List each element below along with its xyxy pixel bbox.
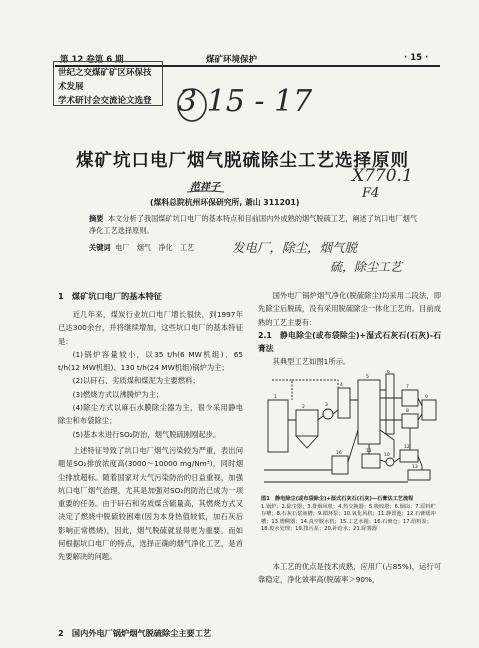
svg-text:5: 5 [366, 375, 369, 380]
handwritten-circle [176, 86, 210, 124]
paragraph: 上述特征导致了坑口电厂烟气污染较为严重，表出问题是SO₂排放浓度高(3000～10000 mg/Nm³)，同时烟尘排放超标。随着国家对大气污染防治的日益重视，加强坑口电厂烟气治理，尤其是加强对SO₂的防治已成为一项重要的任务。由于矸石和劣质煤含硫量高，其燃烧方式又决定了燃烧中脱硫较困难(因为本身热值较低，加石灰后影响正常燃烧)，因此，烟气脱硫就显得更为重要。而如何根据坑口电厂的特点，选择正确的烟气净化工艺，是首先要解决的问题。 [58, 445, 243, 562]
svg-text:3: 3 [325, 403, 328, 408]
dust-collector [296, 410, 318, 436]
pump [386, 458, 394, 466]
boiler [268, 400, 288, 452]
svg-text:13: 13 [412, 465, 418, 470]
svg-text:6: 6 [387, 370, 390, 375]
tank [402, 414, 418, 428]
subsection-2-1-title: 2.1 静电除尘(或布袋除尘)+湿式石灰石(石灰)-石膏法 [258, 330, 441, 354]
list-item: (2)以矸石、劣质煤和煤泥为主要燃料； [72, 376, 200, 386]
conference-stamp [53, 61, 163, 106]
section-2-title: 2 国内外电厂锅炉烟气脱硫除尘主要工艺 [58, 628, 212, 638]
keywords-value: 电厂 烟气 净化 工艺 [115, 243, 195, 252]
page-number: · 15 · [404, 53, 429, 63]
svg-text:4: 4 [340, 383, 343, 388]
svg-text:7: 7 [406, 385, 409, 390]
filter [408, 470, 430, 480]
left-column-body [58, 308, 243, 564]
tank [422, 400, 436, 420]
abstract [89, 213, 424, 237]
fan [323, 409, 333, 419]
handwritten-class-number: X770.1 [352, 166, 413, 186]
slurry-tank [362, 454, 380, 468]
handwritten-keywords-1: 发电厂，除尘，烟气脱 [232, 240, 358, 255]
svg-text:16: 16 [336, 451, 342, 456]
svg-text:9: 9 [425, 395, 428, 400]
keywords-label: 关键词 [89, 243, 111, 252]
paragraph: 国外电厂锅炉烟气净化(脱硫除尘)均采用二段法，即先除尘后脱硫，没有采用脱硫除尘一体化工艺的。目前成熟的工艺主要有： [258, 291, 441, 327]
section-1-title: 1 煤矿坑口电厂的基本特征 [58, 291, 162, 301]
paragraph: 本工艺的优点是技术成熟，应用广(占85%)，运行可靠稳定，净化效率高(脱硫率＞90%， [258, 562, 441, 585]
stamp-line-2: 学术研讨会交流论文选登 [58, 96, 152, 106]
heat-exchanger [338, 388, 350, 418]
handwritten-page-code: 3 15 - 17 [178, 84, 313, 119]
svg-text:2: 2 [302, 405, 305, 410]
svg-text:12: 12 [404, 445, 410, 450]
list-item: (1)锅炉容量较小，以35 t/h(6 MW机组)、65 t/h(12 MW机组)、130 t/h(24 MW机组)锅炉为主； [58, 349, 243, 373]
author-underline [186, 190, 226, 194]
list-item: (4)除尘方式以麻石水膜除尘器为主，很少采用静电除尘和布袋除尘； [58, 403, 243, 426]
list-item: (3)燃烧方式以沸腾炉为主； [72, 389, 164, 399]
journal-name: 煤矿环境保护 [206, 55, 258, 65]
author-affiliation: (煤科总院杭州环保研究所, 萧山 311201) [150, 198, 300, 207]
svg-text:10: 10 [384, 453, 390, 458]
journal-volume: 第 12 卷第 6 期 [60, 55, 124, 65]
tank [402, 390, 418, 406]
article-title: 煤矿坑口电厂烟气脱硫除尘工艺选择原则 [76, 151, 409, 171]
figure-1-caption [261, 496, 437, 534]
thickener [400, 450, 418, 462]
stamp-line-1: 世纪之交煤矿矿区环保技术发展 [58, 68, 152, 92]
abstract-label: 摘要 [89, 214, 104, 223]
svg-text:8: 8 [406, 409, 409, 414]
figure-1-caption-title: 图1 静电除尘(或布袋除尘)+湿式石灰石(石灰)—石膏法工艺流程 [261, 496, 414, 502]
handwritten-class-number-2: F4 [362, 186, 380, 201]
right-column-body-bottom [258, 560, 441, 587]
author-name: 范祥子 [190, 182, 220, 193]
chimney [386, 374, 394, 434]
list-item: (5)基本未进行SO₂防治，烟气脱硫刚刚起步。 [72, 429, 221, 439]
svg-text:11: 11 [366, 449, 372, 454]
keywords-line [89, 243, 194, 253]
handwritten-keywords-2: 硫，除尘工艺 [330, 260, 403, 274]
right-column-body [258, 289, 441, 369]
paragraph: 近几年来，煤炭行业坑口电厂增长很快，到1997年已达300余台，并将继续增加，这些坑口电厂的基本特征是： [58, 310, 243, 346]
gypsum-silo [332, 456, 348, 474]
paragraph: 其典型工艺如图1所示。 [272, 357, 351, 367]
figure-1-caption-legend: 1.锅炉；2.除尘器；3.排烟风机；4.热交换器；5.吸收塔；6.烟囱；7.原料贮存槽；8.石灰石浆液槽；9.循环泵；10.氧化风机；11.静置池；12.石膏缓冲槽；13.增稠器；14.真空脱水机；15.工艺水箱；16.石膏仓；17.给料泵；18.废水处理；19.排污泵；20.补给水；21.除雾器 [261, 503, 436, 533]
svg-text:1: 1 [274, 395, 277, 400]
process-flow-figure [262, 370, 440, 492]
abstract-text: 本文分析了我国煤矿坑口电厂的基本特点和目前国内外成熟的烟气脱硫工艺，阐述了坑口电厂烟气净化工艺选择原则。 [89, 214, 418, 235]
absorber-tower [358, 380, 380, 444]
